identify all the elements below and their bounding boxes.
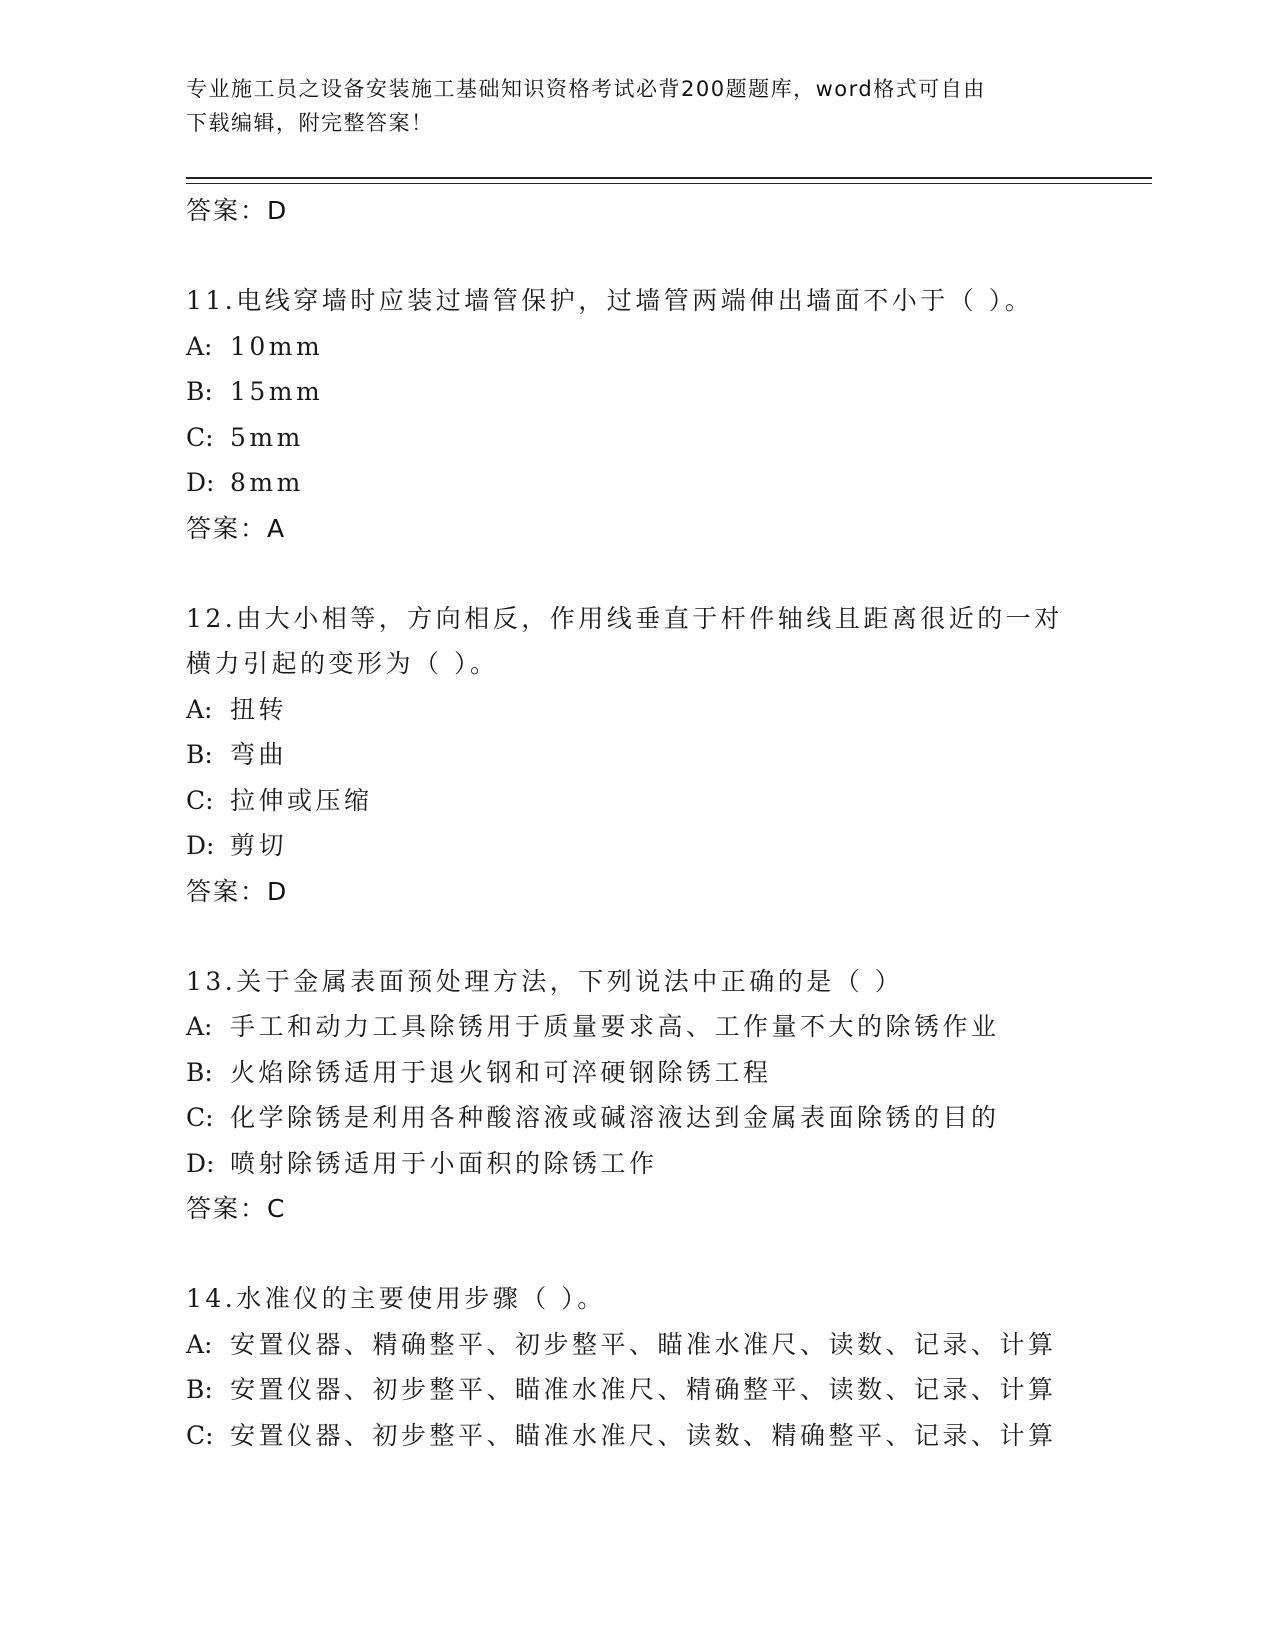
- option-text: 手工和动力工具除锈用于质量要求高、工作量不大的除锈作业: [230, 1012, 1000, 1041]
- option-c: [186, 1413, 1086, 1459]
- option-text: 安置仪器、初步整平、瞄准水准尺、精确整平、读数、记录、计算: [230, 1375, 1057, 1404]
- option-text: 安置仪器、初步整平、瞄准水准尺、读数、精确整平、记录、计算: [230, 1420, 1057, 1450]
- answer-previous: 答案：D: [186, 196, 289, 225]
- option-text: 安置仪器、精确整平、初步整平、瞄准水准尺、读数、记录、计算: [230, 1329, 1057, 1359]
- question-list: [186, 188, 1086, 1458]
- option-a: [186, 687, 1086, 733]
- option-d: [186, 1141, 1086, 1187]
- question-stem-line-2: 横力引起的变形为（ ）。: [186, 649, 499, 678]
- option-a: [186, 324, 1086, 370]
- option-letter: C:: [186, 422, 214, 452]
- option-letter: B:: [186, 1375, 213, 1404]
- option-c: [186, 415, 1086, 461]
- option-b: [186, 1367, 1086, 1413]
- option-letter: C:: [186, 1420, 214, 1450]
- option-a: [186, 1322, 1086, 1368]
- option-c: [186, 778, 1086, 824]
- option-letter: A:: [186, 331, 213, 361]
- header-divider-thin: [186, 183, 1152, 184]
- option-letter: B:: [186, 740, 213, 769]
- question-stem: 11.电线穿墙时应装过墙管保护，过墙管两端伸出墙面不小于（ ）。: [186, 286, 1034, 315]
- option-letter: C:: [186, 785, 214, 815]
- option-letter: A:: [186, 1012, 213, 1041]
- option-text: 拉伸或压缩: [230, 785, 373, 815]
- option-text: 10mm: [230, 331, 324, 361]
- option-b: [186, 732, 1086, 778]
- question-14: [186, 1276, 1086, 1458]
- option-letter: A:: [186, 694, 213, 724]
- option-text: 5mm: [230, 422, 304, 452]
- option-c: [186, 1095, 1086, 1141]
- question-12: [186, 596, 1086, 915]
- header-line-1: 专业施工员之设备安装施工基础知识资格考试必背200题题库，word格式可自由: [186, 77, 986, 101]
- header-divider-thick: [186, 177, 1152, 179]
- option-d: [186, 823, 1086, 869]
- option-text: 火焰除锈适用于退火钢和可淬硬钢除锈工程: [230, 1057, 772, 1087]
- question-stem: 13.关于金属表面预处理方法，下列说法中正确的是（ ）: [186, 966, 904, 996]
- option-letter: B:: [186, 377, 213, 406]
- option-letter: D:: [186, 468, 215, 497]
- option-a: [186, 1004, 1086, 1050]
- option-text: 剪切: [230, 831, 288, 860]
- document-header: [186, 72, 1066, 140]
- header-line-2: 下载编辑，附完整答案！: [186, 111, 434, 135]
- option-text: 扭转: [230, 694, 288, 724]
- question-stem: 14.水准仪的主要使用步骤（ ）。: [186, 1284, 606, 1313]
- question-13: [186, 959, 1086, 1233]
- answer: 答案：C: [186, 1194, 287, 1223]
- option-b: [186, 369, 1086, 415]
- option-b: [186, 1050, 1086, 1096]
- option-text: 8mm: [230, 468, 304, 497]
- option-letter: A:: [186, 1329, 213, 1359]
- question-11: [186, 278, 1086, 552]
- option-letter: D:: [186, 831, 215, 860]
- option-d: [186, 460, 1086, 506]
- option-text: 弯曲: [230, 740, 288, 769]
- option-letter: B:: [186, 1057, 213, 1087]
- option-text: 喷射除锈适用于小面积的除锈工作: [230, 1148, 658, 1178]
- option-letter: D:: [186, 1148, 215, 1178]
- option-text: 化学除锈是利用各种酸溶液或碱溶液达到金属表面除锈的目的: [230, 1103, 1000, 1132]
- option-letter: C:: [186, 1103, 214, 1132]
- answer: 答案：D: [186, 876, 289, 906]
- option-text: 15mm: [230, 377, 324, 406]
- answer: 答案：A: [186, 513, 287, 543]
- question-stem-line-1: 12.由大小相等，方向相反，作用线垂直于杆件轴线且距离很近的一对: [186, 603, 1063, 633]
